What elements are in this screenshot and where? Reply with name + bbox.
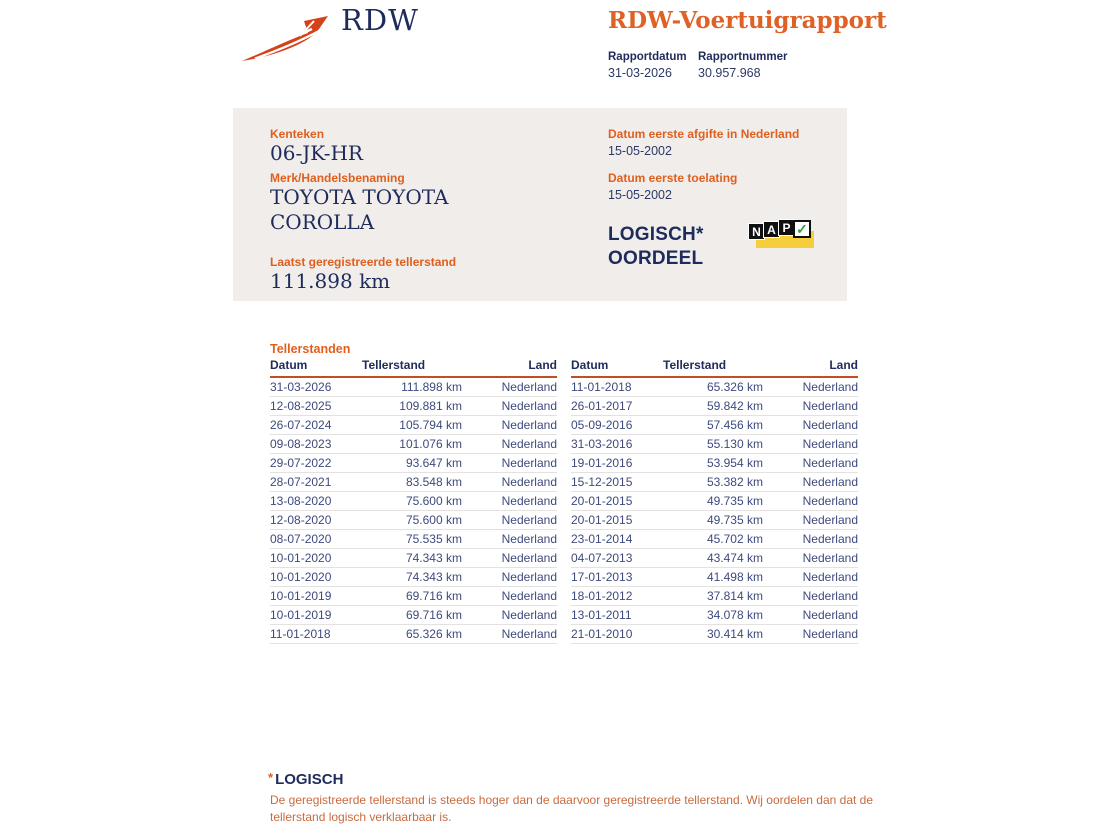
cell-land: Nederland (462, 377, 557, 396)
page-title: RDW-Voertuigrapport (608, 7, 887, 34)
cell-datum: 28-07-2021 (270, 472, 362, 491)
cell-tellerstand: 59.842 km (663, 396, 763, 415)
merk-value: TOYOTA TOYOTA COROLLA (270, 185, 449, 234)
table-row (571, 377, 858, 396)
cell-datum: 10-01-2020 (270, 567, 362, 586)
cell-land: Nederland (763, 415, 858, 434)
cell-land: Nederland (462, 472, 557, 491)
cell-land: Nederland (763, 453, 858, 472)
cell-datum: 31-03-2016 (571, 434, 663, 453)
cell-datum: 12-08-2025 (270, 396, 362, 415)
tellerstanden-table-right (571, 358, 858, 644)
kenteken-label: Kenteken (270, 127, 325, 141)
cell-datum: 10-01-2019 (270, 586, 362, 605)
eerste-afgifte-label: Datum eerste afgifte in Nederland (608, 127, 800, 141)
table-row (270, 434, 557, 453)
nap-logo-icon (748, 219, 818, 251)
table-row (270, 624, 557, 643)
cell-land: Nederland (763, 624, 858, 643)
cell-datum: 10-01-2019 (270, 605, 362, 624)
table-row (270, 453, 557, 472)
report-meta (608, 51, 801, 80)
cell-tellerstand: 65.326 km (362, 624, 462, 643)
cell-datum: 05-09-2016 (571, 415, 663, 434)
cell-tellerstand: 45.702 km (663, 529, 763, 548)
kenteken-value: 06-JK-HR (270, 141, 363, 165)
cell-land: Nederland (763, 548, 858, 567)
table-row (571, 434, 858, 453)
nap-letter-n: N (748, 223, 765, 240)
cell-tellerstand: 109.881 km (362, 396, 462, 415)
table-row (571, 529, 858, 548)
nap-letter-a: A (763, 221, 780, 238)
cell-land: Nederland (763, 567, 858, 586)
footnote-text: De geregistreerde tellerstand is steeds hoger dan de daarvoor geregistreerde tellerstand. Wij oordelen dan dat de tellerstand logisch verklaarbaar is. (270, 793, 874, 824)
cell-tellerstand: 30.414 km (663, 624, 763, 643)
table-header-row (571, 358, 858, 377)
cell-land: Nederland (462, 396, 557, 415)
cell-tellerstand: 53.954 km (663, 453, 763, 472)
cell-datum: 11-01-2018 (571, 377, 663, 396)
cell-land: Nederland (462, 548, 557, 567)
cell-datum: 13-08-2020 (270, 491, 362, 510)
table-row (571, 396, 858, 415)
cell-tellerstand: 49.735 km (663, 510, 763, 529)
cell-land: Nederland (763, 472, 858, 491)
nap-letter-p: P (778, 219, 795, 236)
cell-land: Nederland (763, 586, 858, 605)
cell-tellerstand: 93.647 km (362, 453, 462, 472)
cell-tellerstand: 57.456 km (663, 415, 763, 434)
cell-tellerstand: 37.814 km (663, 586, 763, 605)
table-row (270, 548, 557, 567)
table-row (270, 491, 557, 510)
cell-datum: 18-01-2012 (571, 586, 663, 605)
merk-label: Merk/Handelsbenaming (270, 171, 405, 185)
cell-tellerstand: 75.600 km (362, 510, 462, 529)
table-row (270, 586, 557, 605)
table-row (571, 567, 858, 586)
cell-land: Nederland (763, 605, 858, 624)
column-header-land: Land (462, 358, 557, 377)
cell-tellerstand: 69.716 km (362, 586, 462, 605)
report-number-value: 30.957.968 (698, 66, 761, 80)
cell-land: Nederland (462, 529, 557, 548)
cell-datum: 11-01-2018 (270, 624, 362, 643)
rdw-feather-icon (240, 10, 330, 64)
footnote-title-text: LOGISCH (275, 771, 344, 788)
laatste-tellerstand-label: Laatst geregistreerde tellerstand (270, 255, 457, 269)
table-row (270, 510, 557, 529)
cell-datum: 09-08-2023 (270, 434, 362, 453)
column-header-tellerstand: Tellerstand (663, 358, 763, 377)
rdw-wordmark: RDW (341, 3, 419, 37)
laatste-tellerstand-value: 111.898 km (270, 269, 391, 293)
cell-land: Nederland (763, 529, 858, 548)
footnote-title (268, 770, 343, 788)
table-row (571, 624, 858, 643)
cell-tellerstand: 111.898 km (362, 377, 462, 396)
cell-land: Nederland (763, 510, 858, 529)
cell-datum: 20-01-2015 (571, 491, 663, 510)
cell-datum: 21-01-2010 (571, 624, 663, 643)
table-row (571, 491, 858, 510)
column-header-datum: Datum (571, 358, 663, 377)
cell-datum: 29-07-2022 (270, 453, 362, 472)
tellerstanden-section-title: Tellerstanden (270, 342, 351, 356)
report-date (608, 51, 687, 80)
cell-datum: 19-01-2016 (571, 453, 663, 472)
cell-land: Nederland (462, 491, 557, 510)
table-row (270, 472, 557, 491)
cell-land: Nederland (462, 624, 557, 643)
report-date-value: 31-03-2026 (608, 66, 672, 80)
table-row (270, 567, 557, 586)
cell-land: Nederland (462, 567, 557, 586)
cell-datum: 23-01-2014 (571, 529, 663, 548)
cell-datum: 15-12-2015 (571, 472, 663, 491)
cell-land: Nederland (763, 434, 858, 453)
cell-land: Nederland (462, 605, 557, 624)
table-row (270, 415, 557, 434)
table-row (571, 548, 858, 567)
footnote-asterisk: * (268, 770, 274, 785)
cell-land: Nederland (462, 434, 557, 453)
cell-tellerstand: 83.548 km (362, 472, 462, 491)
cell-land: Nederland (763, 396, 858, 415)
column-header-datum: Datum (270, 358, 362, 377)
column-header-land: Land (763, 358, 858, 377)
cell-tellerstand: 74.343 km (362, 567, 462, 586)
cell-tellerstand: 34.078 km (663, 605, 763, 624)
cell-tellerstand: 49.735 km (663, 491, 763, 510)
table-row (270, 605, 557, 624)
report-number-label: Rapportnummer (698, 51, 788, 63)
table-row (270, 529, 557, 548)
table-row (571, 586, 858, 605)
cell-datum: 26-01-2017 (571, 396, 663, 415)
cell-tellerstand: 65.326 km (663, 377, 763, 396)
cell-tellerstand: 74.343 km (362, 548, 462, 567)
eerste-afgifte-value: 15-05-2002 (608, 144, 672, 158)
cell-land: Nederland (763, 377, 858, 396)
cell-land: Nederland (462, 510, 557, 529)
cell-tellerstand: 69.716 km (362, 605, 462, 624)
oordeel-text: LOGISCH* OORDEEL (608, 224, 704, 269)
table-row (571, 415, 858, 434)
cell-land: Nederland (462, 453, 557, 472)
cell-tellerstand: 55.130 km (663, 434, 763, 453)
cell-tellerstand: 43.474 km (663, 548, 763, 567)
eerste-toelating-value: 15-05-2002 (608, 188, 672, 202)
cell-tellerstand: 101.076 km (362, 434, 462, 453)
cell-land: Nederland (763, 491, 858, 510)
cell-datum: 04-07-2013 (571, 548, 663, 567)
cell-datum: 17-01-2013 (571, 567, 663, 586)
cell-tellerstand: 75.600 km (362, 491, 462, 510)
cell-tellerstand: 41.498 km (663, 567, 763, 586)
cell-datum: 20-01-2015 (571, 510, 663, 529)
table-header-row (270, 358, 557, 377)
report-date-label: Rapportdatum (608, 51, 687, 63)
tellerstanden-tables (270, 358, 858, 644)
cell-datum: 31-03-2026 (270, 377, 362, 396)
vehicle-summary-panel (233, 108, 847, 301)
table-row (270, 396, 557, 415)
report-number (698, 51, 787, 80)
cell-datum: 08-07-2020 (270, 529, 362, 548)
cell-datum: 26-07-2024 (270, 415, 362, 434)
column-header-tellerstand: Tellerstand (362, 358, 462, 377)
table-row (571, 472, 858, 491)
cell-tellerstand: 105.794 km (362, 415, 462, 434)
cell-tellerstand: 53.382 km (663, 472, 763, 491)
cell-datum: 10-01-2020 (270, 548, 362, 567)
table-row (270, 377, 557, 396)
tellerstanden-table-left (270, 358, 557, 644)
cell-tellerstand: 75.535 km (362, 529, 462, 548)
nap-checkmark-icon: ✓ (793, 220, 811, 238)
table-row (571, 453, 858, 472)
table-row (571, 510, 858, 529)
eerste-toelating-label: Datum eerste toelating (608, 171, 738, 185)
table-row (571, 605, 858, 624)
cell-datum: 13-01-2011 (571, 605, 663, 624)
cell-land: Nederland (462, 415, 557, 434)
cell-land: Nederland (462, 586, 557, 605)
cell-datum: 12-08-2020 (270, 510, 362, 529)
